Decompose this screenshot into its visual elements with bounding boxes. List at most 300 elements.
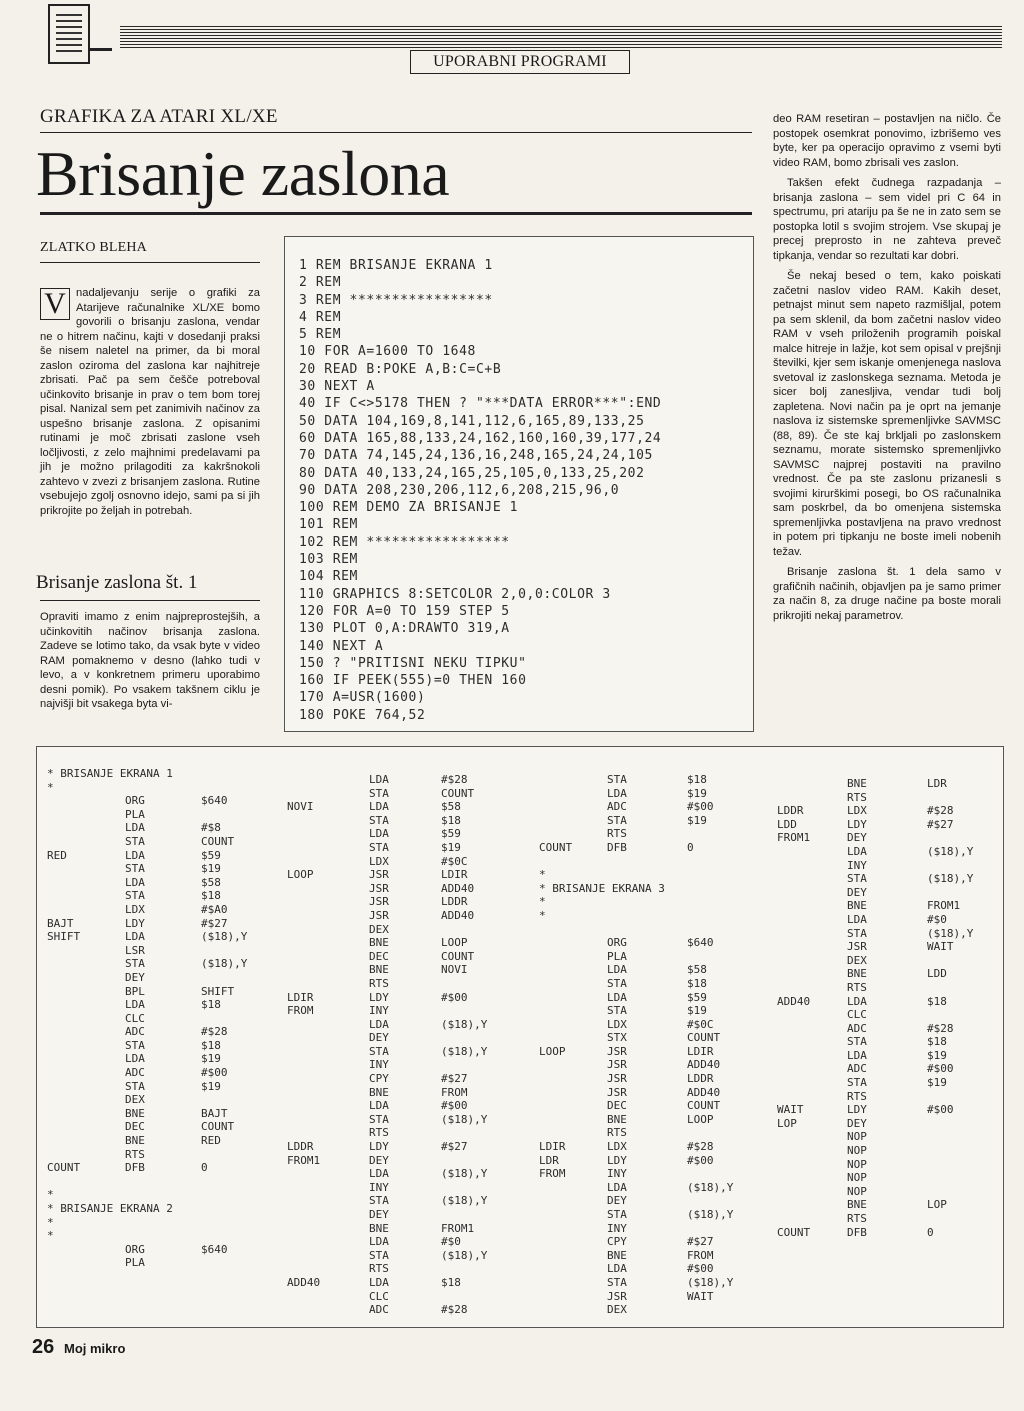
asm-operand: #$0 (927, 912, 947, 926)
asm-label (287, 963, 369, 977)
asm-label: * (539, 908, 546, 922)
assembly-line (777, 899, 1017, 913)
asm-operand (927, 1185, 1017, 1199)
asm-opcode: STA (369, 813, 389, 827)
asm-label (47, 1039, 125, 1053)
asm-opcode: BPL (125, 984, 145, 998)
assembly-line (777, 967, 1017, 981)
asm-label (777, 899, 847, 913)
asm-label (539, 1276, 607, 1290)
asm-operand (927, 886, 1017, 900)
asm-opcode: RTS (607, 1126, 627, 1140)
asm-operand (687, 950, 777, 964)
asm-opcode: LDX (125, 902, 145, 916)
basic-listing-box (284, 236, 754, 732)
assembly-line (777, 1022, 1017, 1036)
assembly-listing-box (36, 746, 1004, 1328)
asm-label (777, 1144, 847, 1158)
asm-label (777, 1062, 847, 1076)
asm-label: FROM (287, 1004, 314, 1018)
assembly-line (287, 1276, 531, 1290)
assembly-line (777, 1198, 1017, 1212)
basic-line: 160 IF PEEK(555)=0 THEN 160 (299, 673, 527, 689)
asm-opcode: LDX (369, 854, 389, 868)
title-rule (40, 212, 752, 215)
assembly-line (287, 1018, 531, 1032)
asm-label (47, 985, 125, 999)
asm-operand: #$28 (927, 1021, 954, 1035)
assembly-line (287, 1099, 531, 1113)
asm-label (287, 1113, 369, 1127)
asm-label (539, 950, 607, 964)
asm-opcode: LDX (607, 1140, 627, 1154)
asm-label (777, 1212, 847, 1226)
asm-label (287, 1099, 369, 1113)
asm-opcode: LDA (607, 1262, 627, 1276)
asm-operand: ADD40 (687, 1058, 721, 1072)
assembly-line (287, 1154, 531, 1168)
asm-operand: #$00 (687, 1262, 714, 1276)
asm-operand: FROM1 (441, 1221, 475, 1235)
asm-opcode: BNE (125, 1134, 145, 1148)
asm-opcode: INY (369, 1004, 389, 1018)
asm-label (287, 1086, 369, 1100)
asm-operand: WAIT (927, 940, 954, 954)
asm-operand (927, 791, 1017, 805)
assembly-line (287, 814, 531, 828)
asm-label: WAIT (777, 1103, 804, 1117)
asm-opcode: LDA (125, 930, 145, 944)
asm-label (287, 1167, 369, 1181)
assembly-line (539, 1262, 939, 1276)
assembly-line (287, 1194, 531, 1208)
asm-operand: ($18),Y (441, 1194, 488, 1208)
asm-operand: #$27 (687, 1235, 714, 1249)
asm-opcode: ADC (369, 1303, 389, 1317)
basic-line: 5 REM (299, 327, 342, 343)
asm-label: LDIR (287, 990, 314, 1004)
asm-operand: $19 (201, 1052, 221, 1066)
asm-operand (927, 1158, 1017, 1172)
asm-label (777, 940, 847, 954)
asm-opcode: DEY (369, 1031, 389, 1045)
assembly-line (777, 940, 1017, 954)
asm-opcode: STA (369, 1248, 389, 1262)
assembly-line (287, 950, 531, 964)
asm-opcode: LDY (369, 990, 389, 1004)
assembly-line (777, 1212, 1017, 1226)
basic-line: 104 REM (299, 569, 358, 585)
assembly-line (287, 1086, 531, 1100)
asm-opcode: LDA (125, 848, 145, 862)
asm-label (539, 1113, 607, 1127)
asm-opcode: PLA (125, 807, 145, 821)
asm-operand: #$00 (441, 990, 468, 1004)
asm-operand: FROM1 (927, 899, 961, 913)
right-paragraph: Brisanje zaslona št. 1 dela samo v grafičnih načinih, objavljen pa je samo primer za način 8, za druge načine pa boste morali prikrojiti nekaj parametrov. (773, 566, 1001, 622)
asm-operand: $18 (201, 1038, 221, 1052)
assembly-line (287, 1113, 531, 1127)
assembly-line (777, 818, 1017, 832)
asm-label (287, 1235, 369, 1249)
asm-operand: ($18),Y (441, 1044, 488, 1058)
assembly-line (777, 804, 1017, 818)
asm-label (287, 923, 369, 937)
asm-opcode: BNE (607, 1248, 627, 1262)
assembly-line (287, 827, 531, 841)
asm-operand (201, 808, 291, 822)
asm-opcode: LSR (125, 943, 145, 957)
asm-operand (927, 859, 1017, 873)
header-stripes (40, 26, 1002, 48)
asm-label (47, 1243, 125, 1257)
asm-label (47, 1080, 125, 1094)
asm-label (777, 954, 847, 968)
asm-operand (201, 1256, 291, 1270)
asm-label: LDIR (539, 1140, 566, 1154)
asm-label (47, 1066, 125, 1080)
asm-opcode: BNE (369, 1085, 389, 1099)
asm-label (777, 1090, 847, 1104)
asm-operand (441, 1154, 531, 1168)
basic-listing (299, 257, 661, 724)
asm-label (287, 841, 369, 855)
asm-opcode: DEX (369, 922, 389, 936)
asm-operand: 0 (927, 1225, 934, 1239)
asm-opcode: LDA (369, 1167, 389, 1181)
asm-opcode: INY (607, 1221, 627, 1235)
asm-label: ADD40 (287, 1275, 321, 1289)
assembly-line (287, 1031, 531, 1045)
asm-operand: $58 (441, 800, 461, 814)
asm-operand (441, 1181, 531, 1195)
asm-opcode: BNE (369, 1221, 389, 1235)
assembly-line (777, 1103, 1017, 1117)
asm-label: LOP (777, 1116, 797, 1130)
assembly-line (539, 1303, 939, 1317)
assembly-line (287, 800, 531, 814)
asm-operand (927, 954, 1017, 968)
asm-opcode: STA (369, 786, 389, 800)
assembly-line (777, 1130, 1017, 1144)
asm-label (539, 1222, 607, 1236)
asm-operand (201, 1093, 291, 1107)
asm-operand (927, 1144, 1017, 1158)
asm-operand: $19 (687, 1004, 707, 1018)
asm-label (539, 1072, 607, 1086)
asm-label (777, 967, 847, 981)
asm-opcode: LDA (607, 1180, 627, 1194)
asm-label (777, 791, 847, 805)
asm-opcode: DFB (125, 1161, 145, 1175)
article-kicker: GRAFIKA ZA ATARI XL/XE (40, 106, 278, 127)
asm-label (287, 950, 369, 964)
asm-operand (687, 1222, 777, 1236)
asm-label: * BRISANJE EKRANA 3 (539, 881, 665, 895)
asm-opcode: LDA (125, 875, 145, 889)
asm-label (47, 1120, 125, 1134)
asm-operand: LDIR (441, 868, 468, 882)
kicker-rule (40, 132, 752, 133)
asm-opcode: NOP (847, 1157, 867, 1171)
asm-operand: ($18),Y (687, 1275, 734, 1289)
asm-opcode: LDA (847, 1048, 867, 1062)
asm-label (47, 808, 125, 822)
asm-operand: LDR (927, 777, 947, 790)
asm-label (287, 827, 369, 841)
asm-operand: #$27 (927, 817, 954, 831)
asm-opcode: LDA (369, 1099, 389, 1113)
asm-operand: $18 (927, 994, 947, 1008)
asm-operand: $58 (687, 963, 707, 977)
asm-label (539, 936, 607, 950)
asm-label (47, 1052, 125, 1066)
asm-label (539, 1290, 607, 1304)
asm-operand: #$00 (927, 1103, 954, 1117)
asm-opcode: JSR (607, 1044, 627, 1058)
asm-label: SHIFT (47, 930, 81, 944)
asm-label (777, 1185, 847, 1199)
assembly-line (287, 1303, 531, 1317)
asm-operand (441, 977, 531, 991)
asm-operand: $18 (201, 998, 221, 1012)
asm-operand: BAJT (201, 1106, 228, 1120)
asm-label (777, 913, 847, 927)
assembly-line (287, 923, 531, 937)
asm-label (539, 1249, 607, 1263)
asm-opcode: BNE (125, 1106, 145, 1120)
asm-opcode: ORG (125, 794, 145, 808)
basic-line: 102 REM ***************** (299, 534, 510, 550)
asm-opcode: LDA (607, 963, 627, 977)
asm-label (777, 1076, 847, 1090)
asm-operand: #$28 (441, 1303, 468, 1317)
asm-opcode: ORG (607, 936, 627, 950)
asm-opcode: STA (607, 1275, 627, 1289)
asm-operand: #$A0 (201, 902, 228, 916)
asm-opcode: STA (607, 813, 627, 827)
asm-label (287, 1126, 369, 1140)
asm-opcode: RTS (369, 1262, 389, 1276)
asm-opcode: BNE (847, 899, 867, 913)
asm-label (47, 876, 125, 890)
asm-opcode: LDA (369, 1017, 389, 1031)
asm-opcode: LDA (369, 827, 389, 841)
basic-line: 50 DATA 104,169,8,141,112,6,165,89,133,25 (299, 413, 645, 429)
asm-operand: #$27 (441, 1140, 468, 1154)
asm-operand: #$28 (201, 1025, 228, 1039)
asm-label (47, 1012, 125, 1026)
asm-opcode: STX (607, 1031, 627, 1045)
assembly-line (777, 1076, 1017, 1090)
col1-paragraph: Opraviti imamo z enim najpreprostejših, a učinkovitih načinov brisanja zaslona. Zadeve se lotimo tako, da vsak byte v video RAM pomaknemo v desno (lahko tudi v levo, a v konkretnem primeru uporabimo desni pomik). Po vsakem takšnem ciklu je najvišji bit vsakega byta vi- (40, 611, 260, 710)
asm-opcode: RTS (847, 790, 867, 804)
assembly-line (777, 859, 1017, 873)
basic-line: 180 POKE 764,52 (299, 707, 426, 723)
asm-label (287, 787, 369, 801)
asm-opcode: LDY (369, 1140, 389, 1154)
asm-opcode: BNE (847, 1198, 867, 1212)
asm-operand: FROM (441, 1085, 468, 1099)
asm-operand: #$0C (687, 1017, 714, 1031)
asm-label: NOVI (287, 800, 314, 814)
asm-operand: $19 (441, 840, 461, 854)
asm-operand (927, 831, 1017, 845)
assembly-line (287, 1004, 531, 1018)
assembly-line (287, 773, 531, 787)
asm-opcode: DFB (607, 840, 627, 854)
assembly-line (287, 936, 531, 950)
asm-opcode: LDX (847, 804, 867, 818)
right-paragraph: Še nekaj besed o tem, kako poiskati začetni naslov video RAM. Kakih deset, petnajst minut sem napeto razmišljal, potem pa sem sklenil, da bom začetni naslov video RAM v vseh priloženih programih poiskal malce hitreje in lažje, kot sem opisal v prejšnji številki, kjer sem iskanje omenjenega naslova svetoval iz zaslonskega seznama. Metoda je sicer bolj zanesljiva, vendar tudi bolj zapletena. Novi način pa je oprt na jemanje naslova iz sistemske spremenljivke SAVMSC (88, 89). Če ste kaj brkljali po zaslonskem seznamu, morate sistemsko spremenljivko SAVMSC najprej postaviti na pravilno vrednost. Če pa ste zaslonu prizanesli s svojimi kirurškimi posegi, bo OS računalnika sam poskrbel, da bo omenjena sistemska spremenljivka postavljena na pravo vrednost in potem pri tipkanju ne boste imeli nobenih težav. (773, 270, 1001, 558)
assembly-line (777, 1008, 1017, 1022)
asm-label (47, 1148, 125, 1162)
asm-label (777, 1008, 847, 1022)
asm-operand: COUNT (441, 786, 475, 800)
asm-opcode: DEX (607, 1303, 627, 1317)
asm-label (777, 886, 847, 900)
asm-operand: $18 (441, 1275, 461, 1289)
asm-opcode: STA (607, 1208, 627, 1221)
asm-opcode: STA (369, 840, 389, 854)
basic-line: 100 REM DEMO ZA BRISANJE 1 (299, 500, 519, 516)
asm-label (777, 981, 847, 995)
asm-opcode: DFB (847, 1225, 867, 1239)
asm-operand: ($18),Y (201, 957, 248, 971)
asm-operand: NOVI (441, 963, 468, 977)
asm-opcode: STA (607, 1004, 627, 1018)
asm-operand: $59 (201, 848, 221, 862)
asm-label (777, 1130, 847, 1144)
assembly-line (777, 886, 1017, 900)
assembly-line (287, 1072, 531, 1086)
asm-opcode: INY (369, 1058, 389, 1072)
asm-operand: COUNT (687, 1031, 721, 1045)
asm-label (539, 855, 769, 869)
drop-cap: V (40, 288, 70, 320)
intro-paragraph (40, 286, 260, 518)
asm-opcode: ADC (125, 1066, 145, 1080)
asm-label (287, 1194, 369, 1208)
asm-opcode: JSR (369, 895, 389, 909)
asm-label (287, 1249, 369, 1263)
assembly-line (539, 1290, 939, 1304)
asm-opcode: STA (125, 1079, 145, 1093)
asm-label (539, 1235, 607, 1249)
asm-operand (687, 1167, 777, 1181)
asm-opcode: INY (607, 1167, 627, 1181)
assembly-line (539, 1249, 939, 1263)
asm-label (47, 835, 125, 849)
asm-operand: $59 (687, 990, 707, 1004)
asm-opcode: DEX (847, 953, 867, 967)
asm-label (287, 1031, 369, 1045)
basic-line: 90 DATA 208,230,206,112,6,208,215,96,0 (299, 482, 620, 498)
basic-line: 1 REM BRISANJE EKRANA 1 (299, 258, 493, 273)
basic-line: 70 DATA 74,145,24,136,16,248,165,24,24,105 (299, 448, 653, 464)
asm-operand: $18 (687, 773, 707, 786)
asm-operand: ADD40 (687, 1085, 721, 1099)
asm-label (47, 957, 125, 971)
asm-operand: #$00 (201, 1066, 228, 1080)
magazine-name: Moj mikro (64, 1341, 126, 1356)
asm-operand: COUNT (201, 1120, 235, 1134)
subhead: Brisanje zaslona št. 1 (36, 572, 198, 593)
asm-label (539, 814, 607, 828)
asm-opcode: DEY (369, 1153, 389, 1167)
section-label: UPORABNI PROGRAMI (410, 50, 630, 74)
right-paragraph: deo RAM resetiran – postavljen na ničlo. Če postopek osemkrat ponovimo, izbrišemo ves byte, ker pa operacijo opravimo z vsemi byti video RAM, bomo zbrisali ves zaslon. (773, 113, 1001, 169)
asm-opcode: INY (847, 858, 867, 872)
asm-label (47, 821, 125, 835)
asm-operand: ($18),Y (687, 1180, 734, 1194)
assembly-line (777, 913, 1017, 927)
assembly-line (777, 927, 1017, 941)
asm-opcode: STA (847, 1076, 867, 1090)
basic-line: 10 FOR A=1600 TO 1648 (299, 344, 476, 360)
asm-operand (687, 1194, 777, 1208)
asm-operand (687, 1126, 777, 1140)
asm-operand (927, 1171, 1017, 1185)
asm-opcode: CPY (607, 1235, 627, 1249)
asm-label (287, 977, 369, 991)
assembly-line (287, 909, 531, 923)
asm-operand: FROM (687, 1248, 714, 1262)
asm-label (539, 787, 607, 801)
asm-label (287, 1222, 369, 1236)
asm-operand: $58 (201, 875, 221, 889)
asm-label (47, 889, 125, 903)
asm-opcode: LDA (607, 990, 627, 1004)
asm-opcode: STA (125, 834, 145, 848)
asm-opcode: RTS (847, 980, 867, 994)
asm-operand: LDIR (687, 1044, 714, 1058)
asm-opcode: NOP (847, 1144, 867, 1158)
basic-line: 80 DATA 40,133,24,165,25,105,0,133,25,202 (299, 465, 645, 481)
asm-opcode: STA (847, 926, 867, 940)
assembly-line (287, 1235, 531, 1249)
asm-opcode: LDA (369, 1235, 389, 1249)
asm-opcode: BNE (847, 777, 867, 790)
asm-opcode: DEC (125, 1120, 145, 1134)
assembly-line (287, 1181, 531, 1195)
asm-label (539, 977, 607, 991)
asm-opcode: JSR (607, 1072, 627, 1086)
asm-label (287, 1045, 369, 1059)
asm-operand (201, 971, 291, 985)
basic-line: 140 NEXT A (299, 638, 384, 654)
asm-operand: WAIT (687, 1289, 714, 1303)
asm-opcode: DEY (847, 1116, 867, 1130)
asm-opcode: LDA (369, 800, 389, 814)
basic-line: 30 NEXT A (299, 379, 375, 395)
asm-opcode: LDA (125, 821, 145, 835)
asm-label (539, 1126, 607, 1140)
asm-opcode: RTS (607, 827, 627, 841)
asm-operand: ($18),Y (201, 930, 248, 944)
basic-line: 150 ? "PRITISNI NEKU TIPKU" (299, 655, 527, 671)
asm-opcode: BNE (607, 1112, 627, 1126)
asm-operand (687, 1303, 777, 1317)
asm-operand: $19 (927, 1048, 947, 1062)
asm-operand (927, 1130, 1017, 1144)
asm-label: COUNT (777, 1225, 811, 1239)
asm-operand: ($18),Y (441, 1167, 488, 1181)
asm-label (539, 1086, 607, 1100)
assembly-line (287, 787, 531, 801)
asm-opcode: CLC (369, 1289, 389, 1303)
asm-opcode: DEX (125, 1093, 145, 1107)
